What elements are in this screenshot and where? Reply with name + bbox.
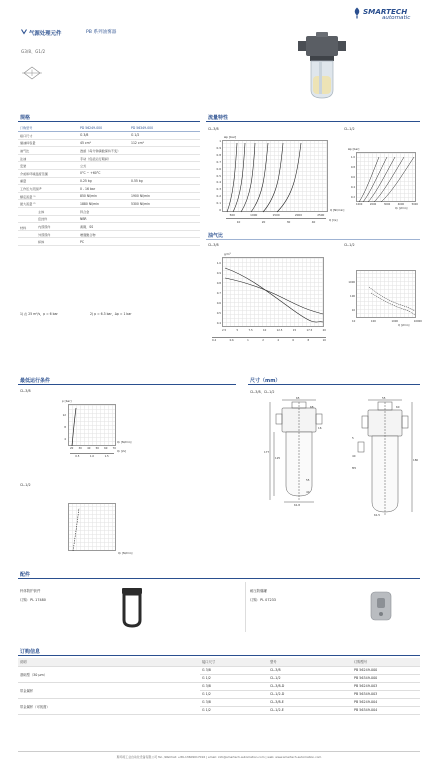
material-value: PC [78,238,200,246]
spec-value-1: 850 Nl/min [78,192,129,200]
tick-label: 20 [70,447,74,450]
flow-chart-left [222,140,328,212]
ordering-code: PB 56349-004 [352,706,420,714]
flow-left-y-ticks [213,138,221,214]
tick-label: 8 [64,425,66,429]
specs-section-title: 规格 [20,115,31,121]
material-value: 增强聚合物 [78,230,200,238]
tick-label: 2000 [369,203,377,206]
tick-label: 10 [352,320,356,323]
oil-ratio-curves-right [357,271,417,319]
tick-label: 0 [219,208,221,213]
right-dim-labels [350,396,422,518]
material-row [18,223,200,231]
min-flow-bottom-label: CL-1/2 [20,483,31,487]
spec-label: 安装 [18,162,78,170]
material-value: NBR [78,215,200,223]
material-part: 主体 [38,209,45,214]
tick-label: 0.4 [216,180,221,185]
tick-label: 0.2 [216,194,221,199]
tick-label: 0.9 [216,145,221,150]
specs-row [18,132,200,140]
accessory-code: 订购：PL 17480 [20,598,46,602]
tick-label: 15 [292,329,297,332]
tick-label: 0.4 [216,321,221,325]
spec-value-1: 0°C ~ +60°C [78,170,200,178]
oil-ratio-right-x-ticks [352,320,422,323]
ordering-code: PB 56349-003 [352,690,420,698]
footnote-2: 2) p = 6.3 bar，Δp = 1 bar [90,312,132,316]
dim-value: 125 [275,456,281,460]
material-value: 黄铜、SS [78,223,200,231]
dim-value: 5 [352,436,354,440]
dim-value: 40 [306,490,310,494]
dim-value: 65 [296,396,300,400]
material-part: 密封件 [38,217,48,222]
ordering-desc: 带金属杯（可视窗） [18,698,200,714]
material-row [18,230,200,238]
flow-curves-left [223,141,329,213]
min-flow-chart-bottom [68,503,116,551]
specs-table [18,124,200,246]
tick-label: 12 [62,413,66,417]
spec-value-1: G 3/8 [78,132,129,140]
tick-label: 4 [277,338,279,342]
lubricator-symbol-icon [22,66,42,80]
tick-label: 2.5 [222,329,227,332]
page-subtitle: PB 系列油雾器 [86,30,117,35]
tick-label: 0.1 [216,201,221,206]
tick-label: 0.5 [75,454,80,458]
flow-curves-right [357,153,417,203]
min-flow-curve-bottom [69,504,117,552]
tick-label: 1.0 [216,261,221,265]
ordering-model: CL-3/8-D [268,682,352,690]
spec-value-2: 5300 Nl/min [129,200,200,208]
dimensions-label: CL-3/8、CL-1/2 [250,390,275,394]
tick-label: 20 [322,329,326,332]
metal-bowl-image [368,590,394,624]
min-flow-x-axis-1: Q₁ [Nl/min] [117,441,132,444]
spec-value-2: 112 cm³ [129,139,200,147]
page-title: 气源处理元件 [29,30,62,37]
tick-label: 70 [112,447,116,450]
left-dim-labels [262,396,336,508]
specs-row [18,200,200,208]
tick-label: 7.5 [248,329,253,332]
material-part: 杯体 [38,240,45,245]
tick-label: 0.7 [216,291,221,295]
tick-label: 0.7 [216,159,221,164]
specs-head-model-2: PD 56349-000 [129,124,200,132]
min-flow-top-label: CL-3/8 [20,389,31,393]
min-flow-curve-top [69,405,117,447]
dimensions-section-title: 尺寸（mm） [250,378,281,384]
spec-value-2: 1900 Nl/min [129,192,200,200]
spec-label: 额定流量 ¹⁾ [18,192,78,200]
tick-label: 17.5 [306,329,313,332]
oil-ratio-chart-right [356,270,416,318]
dim-value: 61.8 [294,503,300,507]
oil-ratio-right-y-ticks [343,276,355,318]
dim-value: 40 [352,454,356,458]
tick-label: 100 [350,295,355,298]
spec-value-1: 手动（包括运行期间） [78,154,200,162]
tick-label: 0.2 [350,196,355,199]
footer-divider [18,751,420,752]
flow-left-label: CL-3/8 [208,127,219,131]
oil-ratio-left-label: CL-3/8 [208,243,219,247]
specs-row [18,162,200,170]
tick-label: 0.6 [350,176,355,179]
tick-label: 0.6 [229,338,234,342]
flow-divider [206,121,420,122]
oil-ratio-divider [206,239,420,240]
tick-label: 8 [307,338,310,342]
ordering-code: PB 56249-003 [352,682,420,690]
dim-value: 16 [318,426,322,430]
flow-right-label: CL-1/2 [344,127,355,131]
ordering-model: CL-1/2 [268,674,352,682]
spec-value-1: 1880 Nl/min [78,200,129,208]
ordering-port: G 1/2 [200,690,268,698]
accessory-item [248,582,420,632]
accessories-divider [18,578,420,579]
table-row [18,698,420,706]
specs-divider [18,121,200,122]
min-flow-x-axis-2: Q₁ [l/s] [117,450,126,453]
spec-label: 油气比 [18,147,78,155]
tick-label: 4 [64,437,66,441]
oil-ratio-chart-left [222,257,324,327]
ordering-code: PB 56249-004 [352,698,420,706]
min-flow-x-ticks [70,447,116,450]
spec-label: 储油杯容量 [18,139,78,147]
footnote-1: 1) 在 25 m³/s，p = 6 bar [20,312,58,316]
min-flow-y-axis: p [bar] [62,399,72,403]
tick-label: 10 [322,338,326,342]
dim-value: 61.5 [374,513,380,517]
tick-label: 0.8 [216,281,221,285]
ordering-divider [18,655,420,656]
ordering-header-cell: 说明 [18,658,200,666]
tick-label: 40 [87,447,91,450]
flow-left-x-ticks [222,213,332,217]
tick-label: 2 [262,338,264,342]
ordering-header-cell: 接口尺寸 [200,658,268,666]
tick-label: 0.3 [216,187,221,192]
material-value: 锌合金 [78,208,200,216]
tick-label: 60 [104,447,108,450]
flow-chart-right [356,152,416,202]
spec-value-1: 0 - 16 bar [78,185,200,193]
dim-value: 180 [413,458,419,462]
spec-value-1: 透滤（每分钟滴数保持不变） [78,147,200,155]
ordering-table [18,658,420,715]
accessory-name: 耐压防爆罐 [250,589,267,593]
specs-head-model-1: PD 56249-000 [78,124,129,132]
ordering-model: CL-3/8-E [268,698,352,706]
accessory-name: 杯体防护套件 [20,589,41,593]
flow-left-x2-ticks [226,218,326,224]
material-row [18,215,200,223]
ordering-port: G 3/8 [200,666,268,674]
specs-row [18,170,200,178]
bowl-guard-image [118,588,146,628]
accessories-section-title: 配件 [20,572,31,578]
tick-label: 6 [292,338,295,342]
ordering-model: CL-1/2-E [268,706,352,714]
tick-label: 10 [351,309,355,312]
dim-value: 55 [382,396,386,400]
oil-ratio-right-x-axis: Q [l/min] [398,324,410,327]
min-flow-divider [18,384,236,385]
min-flow-bottom-x-axis: Q₁ [Nl/min] [118,552,133,555]
flow-left-x-axis: Q [Nl/min] [330,208,345,212]
spec-value-1: 45 cm³ [78,139,129,147]
tick-label: 0.6 [216,166,221,171]
tick-label: 0.4 [212,338,217,342]
spec-label: 工作压力范围 P [18,185,78,193]
spec-label: 最大流量 ²⁾ [18,200,78,208]
dimensions-divider [248,384,420,385]
tick-label: 0.8 [216,152,221,157]
ordering-port: G 1/2 [200,674,268,682]
spec-label: 接口尺寸 [18,132,78,140]
material-part: 外部部件 [38,232,51,237]
spec-value-1: 立式 [78,162,200,170]
brand-logo [352,7,428,23]
specs-head-label: 订购型号 [18,124,78,132]
accessory-divider [245,582,246,632]
tick-label: 40 [311,219,316,224]
specs-row [18,192,200,200]
spec-label: 注油 [18,154,78,162]
footer-contact: 斯玛特工业自动化设备有限公司 Tel. /WeChat: +86-13609017016 | email: info@smartech-automation.com | web: www.smartech-automation.com [116,755,322,759]
spec-label: 介质和环境温度范围 [18,170,78,178]
oil-ratio-left-y-axis: g/m³ [224,252,231,256]
min-flow-section-title: 最低运行条件 [20,378,51,384]
flow-right-x-ticks [356,203,418,206]
oil-ratio-left-x2-ticks [212,337,326,342]
ordering-section-title: 订购信息 [20,649,41,655]
table-row [18,666,420,674]
dim-value: 55 [306,478,310,482]
oil-ratio-left-x-ticks [222,329,326,332]
ordering-header-cell: 型号 [268,658,352,666]
table-row [18,682,420,690]
ordering-code: PB 56249-000 [352,666,420,674]
tick-label: 4000 [397,203,405,206]
accessory-code: 订购：PL 07233 [250,598,276,602]
spec-value-2: G 1/2 [129,132,200,140]
flow-left-y-axis: Δp [bar] [224,135,237,139]
oil-ratio-curves-left [223,258,325,328]
ordering-header-cell: 订购型号 [352,658,420,666]
specs-row [18,154,200,162]
specs-row [18,139,200,147]
dim-value: 177 [264,450,270,454]
dim-value: 68 [310,405,314,409]
specs-head-row [18,124,200,132]
tick-label: 1000 [250,213,258,217]
tick-label: 1000 [348,281,355,284]
dim-value: 60 [396,405,400,409]
spec-value-1: 0.25 kg [78,177,129,185]
tick-label: 1.0 [89,454,95,458]
tick-label: 5000 [411,203,418,206]
flow-left-x-axis-2: Q [l/s] [329,218,338,222]
spec-label: 重量 [18,177,78,185]
header [20,28,420,68]
logo-mark-icon [352,7,362,19]
tick-label: 0.5 [216,311,221,315]
brand-tagline: automatic [382,15,411,21]
tick-label: 2000 [294,213,302,217]
tick-label: 0.6 [216,301,221,305]
flow-right-y-axis: Δp [bar] [348,147,360,151]
material-part: 内部部件 [38,225,51,230]
specs-row [18,185,200,193]
specs-row [18,177,200,185]
tick-label: 30 [286,219,291,224]
tick-label: 1.0 [350,156,355,159]
min-flow-x2-ticks [70,453,114,458]
flow-section-title: 流量特性 [208,115,229,121]
ordering-desc: 带金属杯 [18,682,200,698]
tick-label: 10 [262,329,267,332]
ordering-header-row [18,658,420,666]
material-row [18,238,200,246]
ordering-code: PB 56349-000 [352,674,420,682]
tick-label: 20 [261,219,266,224]
min-flow-chart-top [68,404,116,446]
tick-label: 1000 [391,320,399,323]
material-row [18,208,200,216]
ordering-port: G 1/2 [200,706,268,714]
tick-label: 5 [236,329,239,332]
ordering-model: CL-1/2-D [268,690,352,698]
spec-value-2: 0.55 kg [129,177,200,185]
dim-value: M5 [352,466,357,470]
ordering-port: G 3/8 [200,682,268,690]
tick-label: 1 [219,139,221,143]
tick-label: 10000 [413,320,422,323]
tick-label: 1000 [356,203,363,206]
min-flow-y-ticks [58,409,66,445]
ordering-port: G 3/8 [200,698,268,706]
tick-label: 0.4 [350,186,355,189]
tick-label: 1500 [272,213,280,217]
tick-label: 30 [78,447,82,450]
flow-right-y-ticks [346,153,355,203]
tick-label: 50 [95,447,99,450]
tick-label: 2500 [317,213,325,217]
filter-symbol-icon [20,28,28,36]
tick-label: 100 [370,320,376,323]
port-sizes: G3/8、G1/2 [21,49,46,54]
oil-ratio-right-label: CL-1/2 [344,243,355,247]
ordering-desc: 基础型（30 μm） [18,666,200,682]
ordering-model: CL-3/8 [268,666,352,674]
tick-label: 0.5 [216,173,221,178]
product-image [292,32,352,102]
tick-label: 3000 [383,203,391,206]
specs-row [18,147,200,155]
flow-right-x-axis: Q₁ [l/min] [395,207,408,210]
tick-label: 0.8 [350,166,355,169]
oil-ratio-left-y-ticks [212,258,221,328]
accessory-item [18,582,218,632]
materials-group-label: 材料 [20,225,27,230]
tick-label: 1 [247,338,249,342]
tick-label: 10 [236,219,241,224]
tick-label: 1.5 [104,454,109,458]
tick-label: 0.9 [216,271,221,275]
tick-label: 12.5 [276,329,283,332]
brand-name: SMARTECH [363,7,408,16]
oil-ratio-section-title: 油气比 [208,233,224,239]
tick-label: 500 [229,213,235,217]
